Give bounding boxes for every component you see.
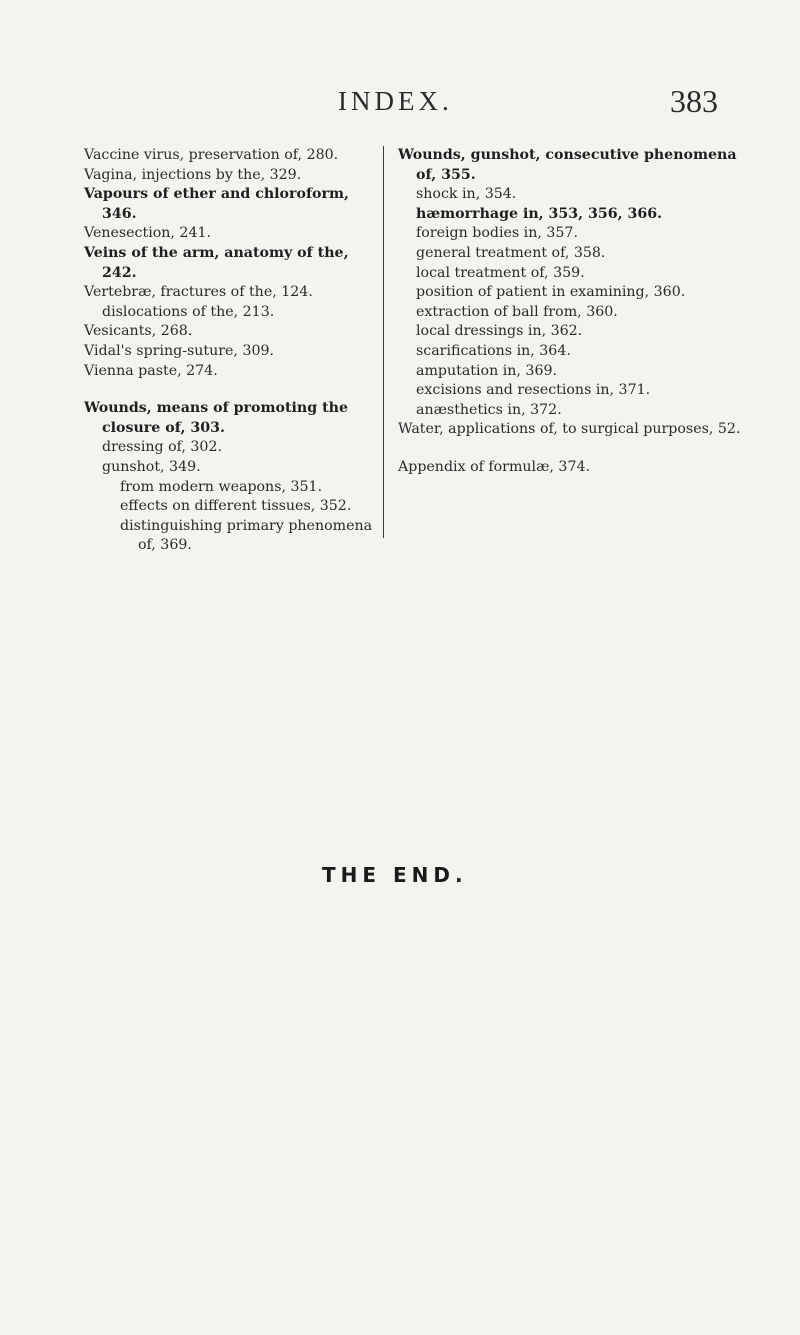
- index-subentry: shock in, 354.: [416, 186, 517, 203]
- index-subentry: general treatment of, 358.: [416, 244, 606, 261]
- the-end-text: THE END.: [322, 863, 468, 887]
- index-entry: Vidal's spring-suture, 309.: [84, 342, 275, 359]
- index-subsubentry: effects on different tissues, 352.: [120, 498, 352, 515]
- index-entry: Vaccine virus, preservation of, 280.: [84, 147, 339, 163]
- index-subsubentry: from modern weapons, 351.: [120, 478, 323, 495]
- index-entry: Veins of the arm, anatomy of the, 242.: [84, 244, 349, 281]
- index-subentry: anæsthetics in, 372.: [416, 401, 562, 418]
- index-subentry: local treatment of, 359.: [416, 264, 585, 281]
- index-entry: Vagina, injections by the, 329.: [84, 166, 302, 183]
- page-title: INDEX.: [338, 86, 453, 116]
- index-subentry: position of patient in examining, 360.: [416, 284, 686, 301]
- index-entry: Vertebræ, fractures of the, 124.: [84, 284, 313, 301]
- index-entry: Vienna paste, 274.: [84, 362, 218, 379]
- index-subentry: extraction of ball from, 360.: [416, 303, 618, 320]
- index-subentry: scarifications in, 364.: [416, 342, 571, 359]
- index-entry: Vapours of ether and chloroform, 346.: [84, 186, 349, 222]
- index-column-left: [84, 146, 374, 556]
- index-subentry: gunshot, 349.: [102, 458, 201, 475]
- page-header: [0, 83, 800, 126]
- index-subentry: hæmorrhage in, 353, 356, 366.: [416, 205, 663, 222]
- index-entry: Wounds, means of promoting the closure of, 303.: [84, 400, 348, 436]
- index-subsubentry: distinguishing primary phenomena of, 369.: [120, 517, 373, 554]
- index-subentry: dressing of, 302.: [102, 439, 222, 456]
- index-column-right: [398, 146, 758, 478]
- index-subentry: amputation in, 369.: [416, 362, 558, 379]
- index-subentry: local dressings in, 362.: [416, 323, 583, 340]
- index-entry: Vesicants, 268.: [84, 323, 193, 340]
- index-subentry: foreign bodies in, 357.: [416, 225, 578, 242]
- index-subentry: dislocations of the, 213.: [102, 303, 275, 320]
- index-entry: Water, applications of, to surgical purposes, 52.: [398, 421, 741, 438]
- index-entry: Wounds, gunshot, consecutive phenomena of, 355.: [398, 147, 737, 183]
- index-entry: Appendix of formulæ, 374.: [398, 458, 591, 475]
- column-divider: [383, 146, 384, 538]
- page-number: 383: [670, 83, 718, 119]
- index-entry: Venesection, 241.: [84, 225, 212, 242]
- index-subentry: excisions and resections in, 371.: [416, 382, 651, 399]
